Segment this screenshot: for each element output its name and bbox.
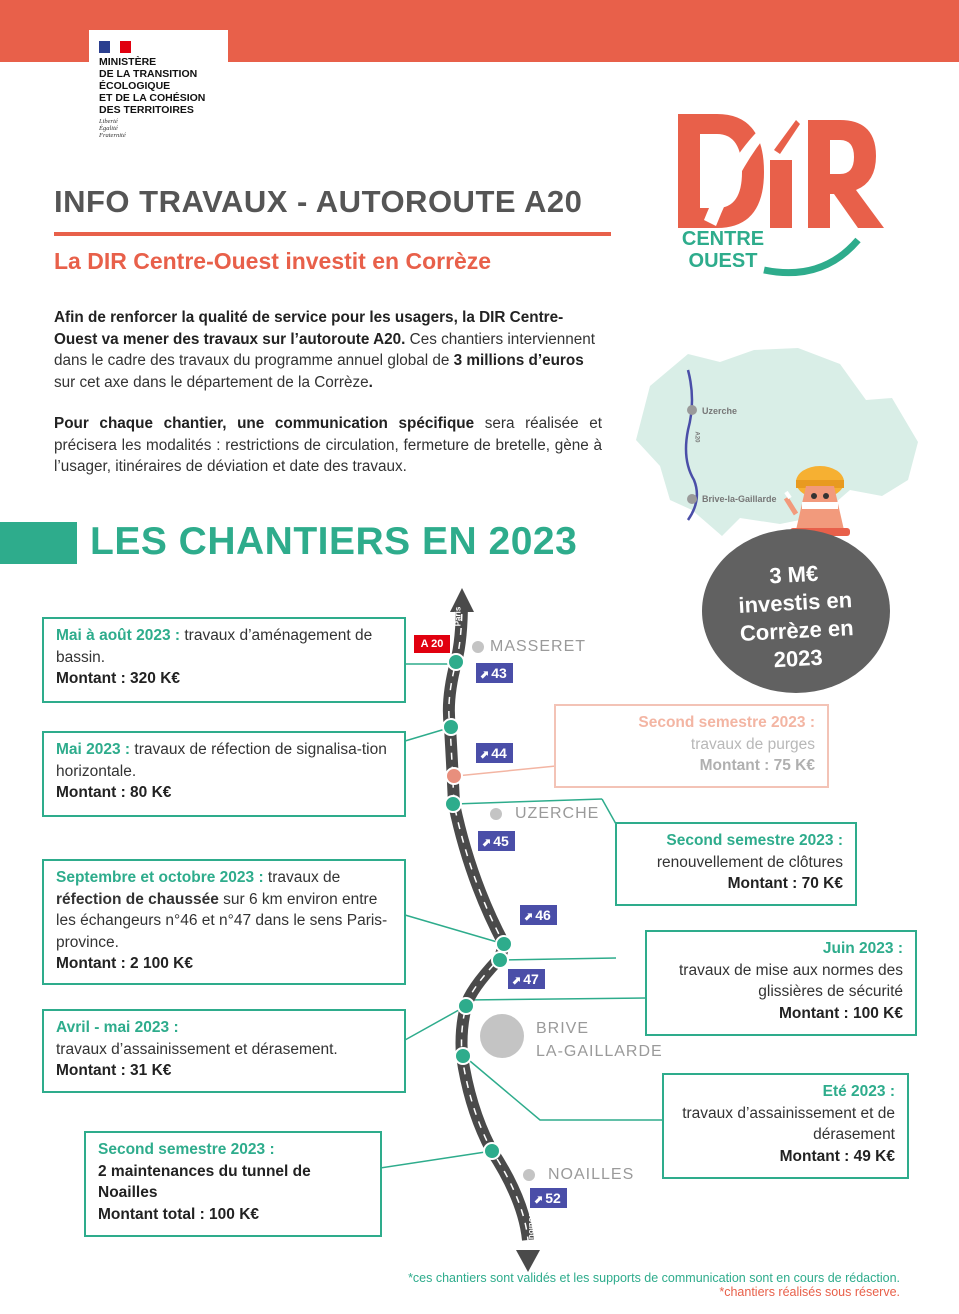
work-box-assainissement xyxy=(42,1009,406,1093)
work-box-purges xyxy=(554,704,829,788)
works-marker-salmon xyxy=(446,768,462,784)
exit-43: ⬈ 43 xyxy=(476,663,513,683)
exit-44: ⬈ 44 xyxy=(476,743,513,763)
work-description: travaux d’assainissement et dérasement. xyxy=(56,1040,338,1058)
work-box-derasement xyxy=(662,1073,909,1179)
work-description: travaux de purges xyxy=(690,735,815,753)
map-label-road: A20 xyxy=(693,431,700,443)
work-date: Avril - mai 2023 : xyxy=(56,1019,179,1036)
exit-icon: ⬈ xyxy=(512,975,522,987)
footnote xyxy=(408,1271,900,1299)
ministry-name: MINISTÈRE DE LA TRANSITION ÉCOLOGIQUE ET DE LA COHÉSION DES TERRITOIRES xyxy=(99,56,206,116)
work-date: Second semestre 2023 : xyxy=(98,1141,275,1158)
direction-paris: Paris xyxy=(453,606,463,627)
work-description: travaux de xyxy=(263,869,341,886)
city-brive: BRIVE xyxy=(536,1020,590,1037)
work-amount: Montant total : 100 K€ xyxy=(98,1205,260,1223)
work-amount: Montant : 49 K€ xyxy=(779,1147,895,1165)
work-amount: Montant : 2 100 K€ xyxy=(56,955,193,972)
logo-line2: OUEST xyxy=(688,250,758,272)
work-description: travaux de mise aux normes des glissières de sécurité xyxy=(679,961,903,1000)
work-amount: Montant : 70 K€ xyxy=(727,875,843,892)
work-description-bold: réfection de chaussée xyxy=(56,890,219,908)
works-markers xyxy=(443,654,512,1159)
footnote-line-2: *chantiers réalisés sous réserve. xyxy=(719,1285,900,1299)
intro-paragraph-2: Pour chaque chantier, une communication spécifique sera réalisée et précisera les modalités : restrictions de circulation, fermeture de bretelle, gène à l’usager, itinéraires de déviation et date des travaux. xyxy=(54,415,602,475)
exit-46: ⬈ 46 xyxy=(520,905,557,925)
work-box-clotures xyxy=(615,822,857,906)
work-box-bassin xyxy=(42,617,406,703)
work-description: travaux de réfection de signalisa-tion horizontale. xyxy=(56,741,387,780)
republic-motto: Liberté Égalité Fraternité xyxy=(99,118,126,139)
work-description: 2 maintenances du tunnel de Noailles xyxy=(98,1162,311,1201)
footnote-line-1: *ces chantiers sont validés et les supports de communication sont en cours de rédaction. xyxy=(408,1271,900,1285)
logo-line1: CENTRE xyxy=(681,228,765,250)
work-date: Mai 2023 : xyxy=(56,741,131,758)
exit-45: ⬈ 45 xyxy=(478,831,515,851)
exit-icon: ⬈ xyxy=(480,749,490,761)
road-badge: A 20 xyxy=(414,635,450,653)
work-date: Second semestre 2023 : xyxy=(638,714,815,731)
page-subtitle: La DIR Centre-Ouest investit en Corrèze xyxy=(54,248,492,274)
work-box-chaussee xyxy=(42,859,406,985)
exit-icon: ⬈ xyxy=(482,837,492,849)
city-uzerche: UZERCHE xyxy=(515,805,600,822)
exit-icon: ⬈ xyxy=(480,669,490,681)
work-description: travaux d’assainissement et de dérasement xyxy=(682,1104,895,1143)
city-dot-brive xyxy=(480,1014,524,1058)
work-date: Eté 2023 : xyxy=(822,1083,895,1100)
city-dot-uzerche xyxy=(490,808,502,820)
map-label-brive: Brive-la-Gaillarde xyxy=(702,494,777,504)
work-box-signalisation xyxy=(42,731,406,817)
work-box-glissieres xyxy=(645,930,917,1036)
exit-52: ⬈ 52 xyxy=(530,1188,567,1208)
arrow-south-icon xyxy=(516,1250,540,1272)
investment-bubble-text: 3 M€ investis en Corrèze en 2023 xyxy=(737,560,855,673)
work-description: renouvellement de clôtures xyxy=(656,853,843,871)
exit-icon: ⬈ xyxy=(524,911,534,923)
connector-line-salmon xyxy=(456,766,556,776)
work-date: Second semestre 2023 : xyxy=(666,832,843,849)
city-la-gaillarde: LA-GAILLARDE xyxy=(536,1043,663,1060)
work-date: Septembre et octobre 2023 : xyxy=(56,869,264,886)
work-description: travaux d’aménagement de bassin. xyxy=(56,627,373,666)
intro-paragraph-1: Afin de renforcer la qualité de service pour les usagers, la DIR Centre-Ouest va mener des travaux sur l’autoroute A20. Ces chantiers interviennent dans le cadre des travaux du programme annuel global de 3 millions d’euros sur cet axe dans le département de la Corrèze. xyxy=(54,309,596,391)
work-date: Juin 2023 : xyxy=(822,940,903,957)
city-dot-noailles xyxy=(523,1169,535,1181)
page-title: INFO TRAVAUX - AUTOROUTE A20 xyxy=(54,184,583,219)
work-amount: Montant : 100 K€ xyxy=(778,1004,903,1022)
exit-47: ⬈ 47 xyxy=(508,969,545,989)
work-date: Mai à août 2023 : xyxy=(56,627,181,644)
section-title: LES CHANTIERS EN 2023 xyxy=(90,520,578,563)
city-noailles: NOAILLES xyxy=(548,1166,635,1183)
city-masseret: MASSERET xyxy=(490,638,587,655)
exit-icon: ⬈ xyxy=(534,1194,544,1206)
work-amount: Montant : 75 K€ xyxy=(699,757,815,774)
city-dot-masseret xyxy=(472,641,484,653)
work-amount: Montant : 80 K€ xyxy=(56,784,172,801)
work-amount: Montant : 320 K€ xyxy=(56,670,181,687)
direction-toulouse: Toulouse xyxy=(526,1213,536,1248)
work-box-tunnel xyxy=(84,1131,382,1237)
map-label-uzerche: Uzerche xyxy=(702,406,738,416)
work-description-cont: sur 6 km environ entre les échangeurs n°46 et n°47 dans le sens Paris-province. xyxy=(56,890,388,951)
work-amount: Montant : 31 K€ xyxy=(56,1062,172,1079)
